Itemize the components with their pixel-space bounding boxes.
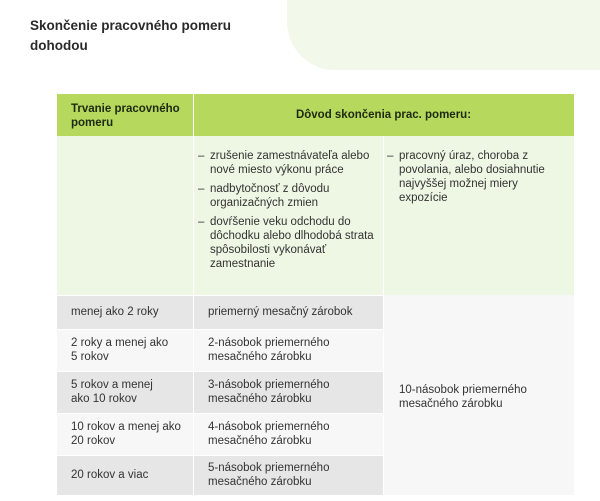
amount-cell	[193, 329, 383, 371]
amount-cell	[193, 371, 383, 413]
duration-cell	[57, 295, 193, 329]
header-reason-cell	[193, 94, 574, 136]
header-reason: Dôvod skončenia prac. pomeru:	[295, 109, 472, 121]
duration-label: menej ako 2 roky	[71, 306, 159, 318]
reason-item: – nadbytočnosť z dôvodu organizačných zmien	[198, 183, 330, 209]
duration-label: 2 roky a menej ako 5 rokov	[71, 337, 169, 363]
duration-cell	[57, 329, 193, 371]
severance-table	[57, 94, 574, 501]
row-divider	[57, 371, 383, 372]
column-divider	[383, 136, 384, 501]
amount-merged-label: 10-násobok priemerného mesačného zárobku	[399, 384, 527, 410]
duration-label: 5 rokov a menej ako 10 rokov	[71, 379, 153, 405]
duration-label: 20 rokov a viac	[71, 469, 149, 481]
page-title: Skončenie pracovného pomeru dohodou	[30, 18, 232, 53]
amount-label: 5-násobok priemerného mesačného zárobku	[208, 462, 330, 488]
amount-merged-cell	[383, 295, 574, 495]
reason-item: – zrušenie zamestnávateľa alebo nové miesto výkonu práce	[198, 150, 370, 176]
row-divider	[57, 329, 383, 330]
duration-cell	[57, 371, 193, 413]
amount-label: priemerný mesačný zárobok	[208, 306, 353, 318]
reason-item: – pracovný úraz, choroba z povolania, alebo dosiahnutie najvyššej možnej miery expozície	[387, 150, 545, 204]
amount-cell	[193, 295, 383, 329]
header-duration: Trvanie pracovného pomeru	[71, 103, 180, 129]
duration-cell	[57, 455, 193, 495]
reasons-col2-cell	[383, 136, 574, 295]
decorative-panel	[287, 0, 600, 70]
reasons-list-1	[198, 149, 378, 276]
row-divider	[57, 413, 383, 414]
amount-label: 4-násobok priemerného mesačného zárobku	[208, 421, 330, 447]
amount-label: 2-násobok priemerného mesačného zárobku	[208, 337, 330, 363]
header-duration-cell	[57, 94, 193, 136]
amount-cell	[193, 413, 383, 455]
row-divider	[57, 455, 383, 456]
duration-label: 10 rokov a menej ako 20 rokov	[71, 421, 181, 447]
amount-label: 3-násobok priemerného mesačného zárobku	[208, 379, 330, 405]
reasons-col1-cell	[193, 136, 383, 295]
amount-cell	[193, 455, 383, 495]
row-divider	[57, 295, 383, 296]
column-divider	[193, 94, 194, 501]
reason-item: – dovŕšenie veku odchodu do dôchodku alebo dlhodobá strata spôsobilosti vykonávať zamestnanie	[198, 216, 374, 270]
reasons-list-2	[387, 149, 567, 210]
duration-cell	[57, 413, 193, 455]
reasons-empty-cell	[57, 136, 193, 295]
